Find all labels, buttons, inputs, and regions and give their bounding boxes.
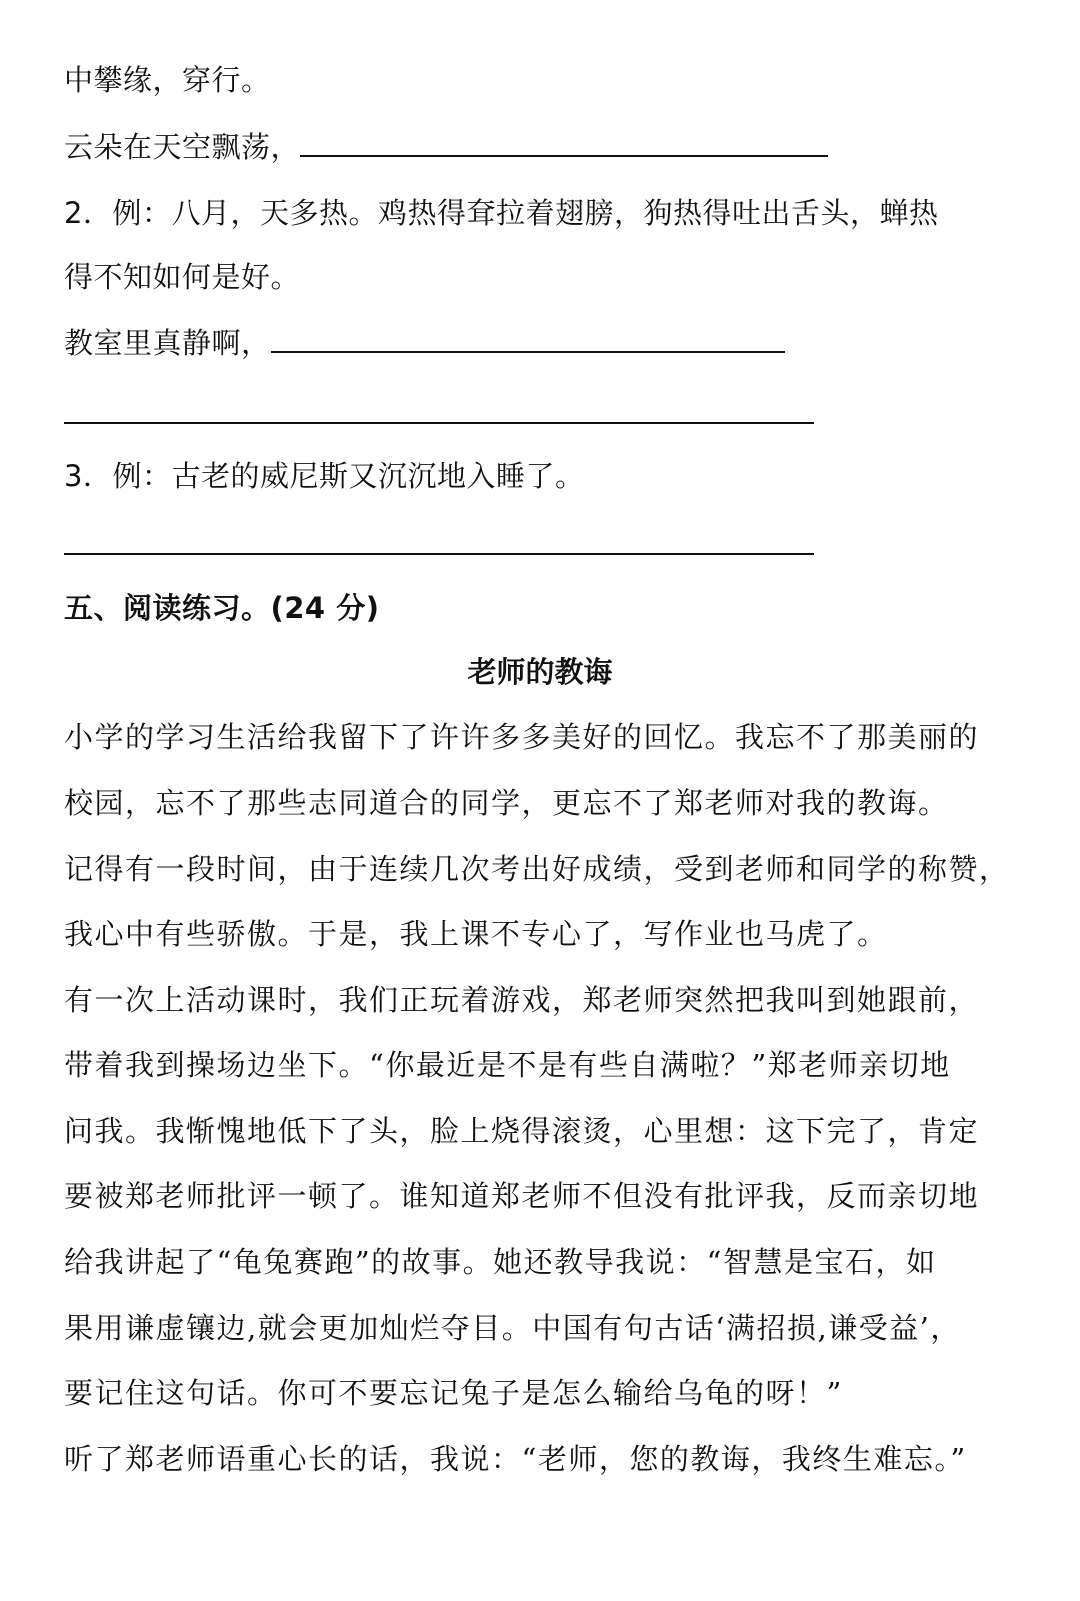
answer-blank-1[interactable] <box>300 129 828 157</box>
answer-blank-2b[interactable] <box>64 422 814 424</box>
question-3-example: 3．例：古老的威尼斯又沉沉地入睡了。 <box>64 459 585 493</box>
passage-line: 小学的学习生活给我留下了许许多多美好的回忆。我忘不了那美丽的 <box>64 720 980 754</box>
passage-line: 要被郑老师批评一顿了。谁知道郑老师不但没有批评我，反而亲切地 <box>64 1179 980 1213</box>
question-2-example-line-1: 2．例：八月，天多热。鸡热得耷拉着翅膀，狗热得吐出舌头，蝉热 <box>64 196 939 230</box>
question-1-prompt: 云朵在天空飘荡， <box>64 130 301 164</box>
passage-line: 给我讲起了“龟兔赛跑”的故事。她还教导我说：“智慧是宝石，如 <box>64 1245 937 1279</box>
passage-line: 问我。我惭愧地低下了头，脸上烧得滚烫，心里想：这下完了，肯定 <box>64 1114 980 1148</box>
passage-line: 校园，忘不了那些志同道合的同学，更忘不了郑老师对我的教诲。 <box>64 786 949 820</box>
answer-blank-3[interactable] <box>64 553 814 555</box>
question-2-prompt: 教室里真静啊， <box>64 326 271 360</box>
passage-title: 老师的教诲 <box>467 655 613 689</box>
question-1-prompt-line <box>64 127 828 167</box>
answer-blank-2a[interactable] <box>271 325 785 353</box>
passage-line: 我心中有些骄傲。于是，我上课不专心了，写作业也马虎了。 <box>64 917 888 951</box>
passage-line: 果用谦虚镶边,就会更加灿烂夺目。中国有句古话‘满招损,谦受益’， <box>64 1311 961 1345</box>
passage-line: 听了郑老师语重心长的话，我说：“老师，您的教诲，我终生难忘。” <box>64 1442 967 1476</box>
text-line-continuation: 中攀缘，穿行。 <box>64 63 271 97</box>
passage-line: 记得有一段时间，由于连续几次考出好成绩，受到老师和同学的称赞， <box>64 852 1010 886</box>
section-5-heading: 五、阅读练习。(24 分) <box>64 591 380 625</box>
question-2-example-line-2: 得不知如何是好。 <box>64 260 301 294</box>
passage-line: 带着我到操场边坐下。“你最近是不是有些自满啦？”郑老师亲切地 <box>64 1048 951 1082</box>
passage-line: 有一次上活动课时，我们正玩着游戏，郑老师突然把我叫到她跟前， <box>64 983 980 1017</box>
question-2-prompt-line <box>64 323 785 363</box>
passage-line: 要记住这句话。你可不要忘记兔子是怎么输给乌龟的呀！” <box>64 1376 843 1410</box>
